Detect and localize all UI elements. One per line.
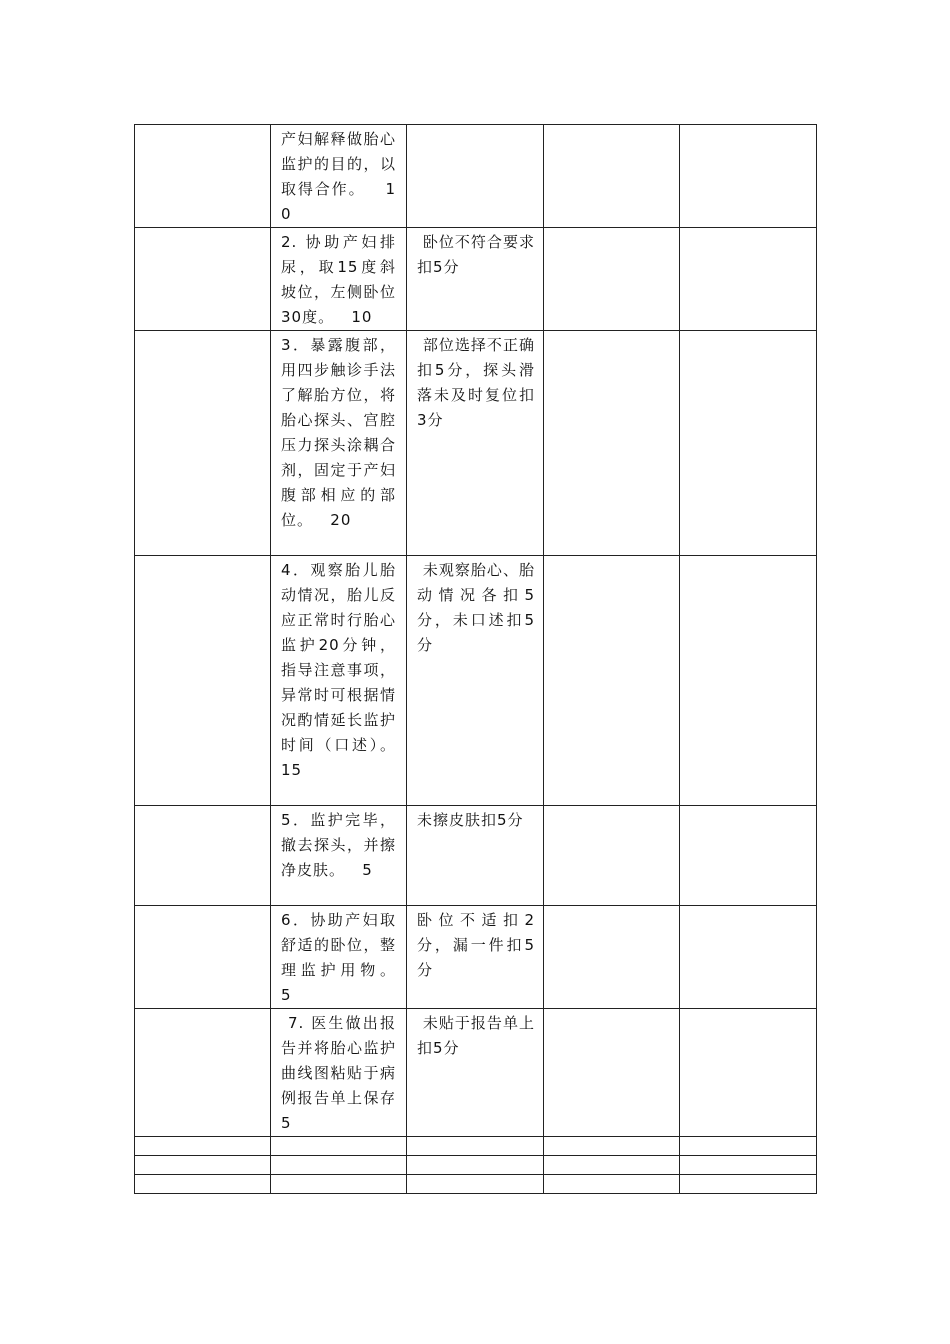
- empty-cell: [544, 1175, 680, 1194]
- item-cell: [135, 331, 271, 556]
- deduction-cell: [407, 906, 544, 1009]
- operation-step-cell: [271, 806, 407, 906]
- remark-cell: [680, 556, 817, 806]
- deduction-cell: [407, 125, 544, 228]
- operation-step-text: 7. 医生做出报告并将胎心监护曲线图粘贴于病例报告单上保存 5: [281, 1014, 414, 1132]
- deduction-text: 卧位不符合要求扣5分: [417, 233, 535, 276]
- remark-cell: [680, 1009, 817, 1137]
- item-cell: [135, 906, 271, 1009]
- score-cell: [544, 331, 680, 556]
- operation-step-text: 2. 协助产妇排尿，取15度斜坡位，左侧卧位30度。 10: [281, 233, 396, 326]
- deduction-cell: [407, 556, 544, 806]
- table-row: [135, 906, 817, 1009]
- empty-cell: [544, 1137, 680, 1156]
- score-cell: [544, 1009, 680, 1137]
- operation-step-cell: [271, 228, 407, 331]
- item-cell: [135, 1009, 271, 1137]
- table-row: [135, 556, 817, 806]
- item-cell: [135, 125, 271, 228]
- operation-step-cell: [271, 125, 407, 228]
- empty-cell: [544, 1156, 680, 1175]
- item-cell: [135, 806, 271, 906]
- empty-row: [135, 1137, 817, 1156]
- deduction-text: 未观察胎心、胎动情况各扣5分，未口述扣5分: [417, 561, 535, 654]
- deduction-cell: [407, 228, 544, 331]
- item-cell: [135, 228, 271, 331]
- operation-step-cell: [271, 331, 407, 556]
- score-cell: [544, 806, 680, 906]
- deduction-text: 部位选择不正确扣5分，探头滑落未及时复位扣3分: [417, 336, 535, 429]
- empty-cell: [407, 1156, 544, 1175]
- empty-cell: [680, 1156, 817, 1175]
- deduction-text: 卧位不适扣2分，漏一件扣5分: [417, 911, 535, 979]
- remark-cell: [680, 806, 817, 906]
- deduction-cell: [407, 1009, 544, 1137]
- score-cell: [544, 906, 680, 1009]
- table-row: [135, 228, 817, 331]
- operation-step-cell: [271, 1009, 414, 1137]
- table-row: [135, 331, 817, 556]
- score-cell: [544, 125, 680, 228]
- deduction-cell: [407, 806, 544, 906]
- operation-step-text: 5．监护完毕，撤去探头，并擦净皮肤。 5: [281, 811, 396, 879]
- operation-step-text: 产妇解释做胎心监护的目的，以取得合作。 10: [281, 130, 396, 223]
- item-cell: [135, 556, 271, 806]
- empty-cell: [407, 1137, 544, 1156]
- empty-cell: [407, 1175, 544, 1194]
- remark-cell: [680, 228, 817, 331]
- empty-row: [135, 1175, 817, 1194]
- operation-step-text: 4．观察胎儿胎动情况，胎儿反应正常时行胎心监护20分钟，指导注意事项，异常时可根据情况酌情延长监护时间（口述）。 15: [281, 561, 414, 779]
- empty-cell: [680, 1175, 817, 1194]
- deduction-text: [407, 125, 543, 127]
- deduction-cell: [407, 331, 544, 556]
- remark-cell: [680, 906, 817, 1009]
- deduction-text: 未擦皮肤扣5分: [417, 811, 524, 829]
- table-row: [135, 125, 817, 228]
- operation-step-text: 6．协助产妇取舒适的卧位，整理监护用物。 5: [281, 911, 414, 1004]
- remark-cell: [680, 125, 817, 228]
- empty-cell: [135, 1175, 271, 1194]
- operation-step-text: 3．暴露腹部，用四步触诊手法了解胎方位，将胎心探头、宫腔压力探头涂耦合剂，固定于产妇腹部相应的部位。 20: [281, 336, 396, 529]
- remark-cell: [680, 331, 817, 556]
- empty-cell: [271, 1137, 407, 1156]
- score-cell: [544, 556, 680, 806]
- table-row: [135, 1009, 817, 1137]
- score-cell: [544, 228, 680, 331]
- operation-step-cell: [271, 556, 414, 806]
- deduction-text: 未贴于报告单上扣5分: [417, 1014, 535, 1057]
- empty-cell: [135, 1156, 271, 1175]
- empty-cell: [271, 1156, 407, 1175]
- table-row: [135, 806, 817, 906]
- operation-step-cell: [271, 906, 414, 1009]
- empty-cell: [271, 1175, 407, 1194]
- scoring-table: [134, 124, 817, 1194]
- empty-cell: [680, 1137, 817, 1156]
- empty-row: [135, 1156, 817, 1175]
- empty-cell: [135, 1137, 271, 1156]
